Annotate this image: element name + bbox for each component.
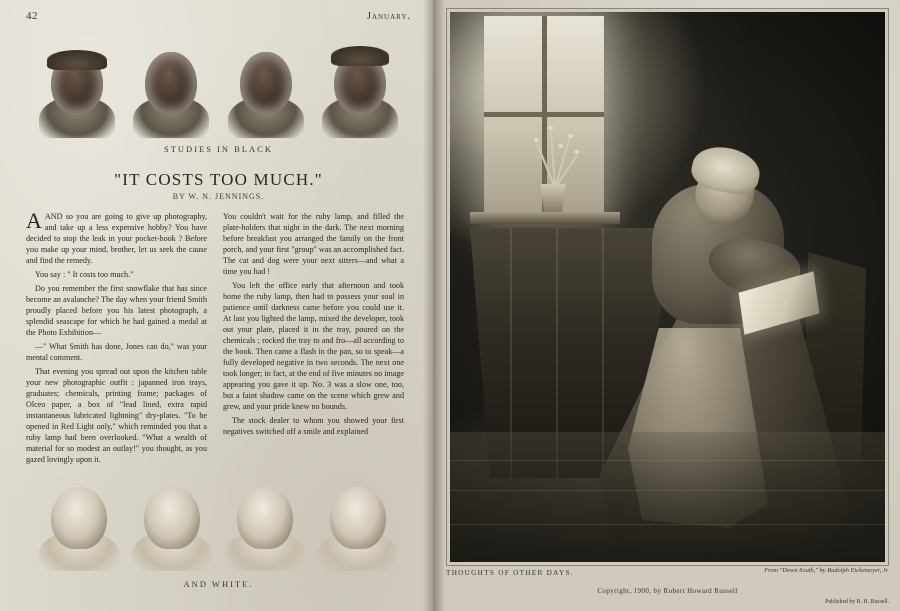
potted-plant-stems	[528, 124, 584, 188]
paragraph	[223, 211, 404, 277]
bottom-portrait-strip	[26, 475, 411, 571]
plate-title: THOUGHTS OF OTHER DAYS.	[446, 569, 574, 577]
left-text-page	[0, 0, 433, 611]
article-byline: BY W. N. JENNINGS.	[172, 192, 265, 201]
issue-month: January.	[367, 11, 411, 22]
portrait-light-1	[36, 467, 122, 571]
article-headline: "IT COSTS TOO MUCH."	[114, 170, 323, 189]
portrait-light-4	[315, 467, 401, 571]
plate-publisher: Published by R. H. Russell.	[825, 599, 889, 605]
portrait-light-3	[222, 467, 308, 571]
top-portrait-strip	[26, 28, 411, 138]
portrait-dark-2	[128, 34, 214, 138]
plate-caption-block	[446, 569, 889, 609]
portrait-dark-1	[34, 34, 120, 138]
floor	[450, 432, 885, 562]
portrait-dark-4	[317, 34, 403, 138]
page-number: 42	[26, 10, 38, 22]
window-mullion-horizontal	[484, 112, 604, 117]
article-column-two	[223, 211, 404, 463]
plate-credit: From "Down South," by Rudolph Eickemeyer, Jr.	[764, 567, 889, 574]
paragraph-text: You couldn't wait for the ruby lamp, and filled the plate-holders that night in the dark. The next morning before breakfast you arranged the family on the front porch, and your first "group" was an accomplished fact. The cat and dog were your next sitters—and what a time you had !	[223, 212, 404, 276]
photogravure-plate	[450, 12, 885, 562]
plate-frame	[446, 8, 889, 566]
portrait-dark-3	[223, 34, 309, 138]
paragraph: That evening you spread out upon the kitchen table your new photographic outfit : japanned iron trays, graduates; chemicals, printing frame; packages of Olceo paper, a box of "lead lined, extra rapid instantaneous lubricated lightning" dry-plates. "To be opened in Red Light only," which reminded you that a ruby lamp had been overlooked. "What a wealth of material for so modest an outlay!" you thought, as you gazed lovingly upon it.	[26, 367, 207, 464]
paragraph-text: AND so you are going to give up photography, and take up a less expensive hobby? You have decided to stop the leak in your pocket-book ? Before you make up your mind, brother, let us seek the cause and find the remedy.	[26, 212, 207, 265]
drop-cap: A	[26, 208, 42, 233]
right-plate-page	[433, 0, 900, 611]
top-illustration-caption: STUDIES IN BLACK	[164, 144, 273, 154]
portrait-light-2	[129, 467, 215, 571]
bottom-illustration-caption: AND WHITE.	[183, 579, 254, 589]
folio-row	[26, 10, 411, 22]
paragraph: —" What Smith has done, Jones can do," was your mental comment.	[26, 342, 207, 362]
plate-copyright: Copyright, 1900, by Robert Howard Russell	[597, 587, 738, 595]
paragraph	[26, 208, 207, 266]
paragraph: The stock dealer to whom you showed your first negatives switched off a smile and explained	[223, 416, 404, 436]
article-column-one	[26, 208, 207, 464]
window-sill	[470, 212, 620, 224]
paragraph: You left the office early that afternoon and took home the ruby lamp, then had to possess your soul in patience until darkness came before you could use it. At last you lighted the lamp, mixed the developer, took out your plate, placed it in the tray, poured on the chemicals ; rocked the tray to and fro—all according to the book. Then came a flash in the pan, so to speak—a fully developed negative in two seconds. The next one took longer; in fact, at the end of five minutes no image appearing you gave it up. No. 3 was a slow one, too, but a faint shadow came on the scene which grew and grew, and your pride knew no bounds.	[223, 281, 404, 411]
paragraph: Do you remember the first snowflake that has since become an avalanche? The day when your friend Smith proudly placed before you his latest photograph, a splendid seascape for which he had gained a medal at the Photo Exhibition—	[26, 284, 207, 337]
article-columns	[26, 208, 411, 464]
paragraph: You say : " It costs too much."	[35, 270, 134, 279]
